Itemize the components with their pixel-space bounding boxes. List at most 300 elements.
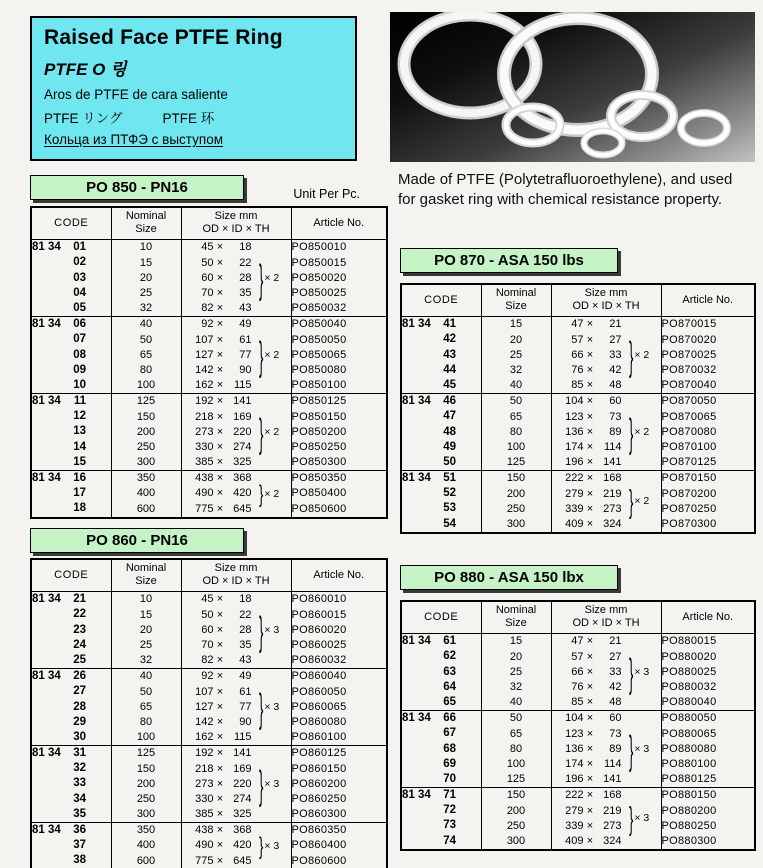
nominal-size-cell: 20 xyxy=(111,623,181,638)
code-cell: 49 xyxy=(443,440,456,453)
article-no-cell: PO850040 xyxy=(291,317,387,333)
code-cell: 42 xyxy=(443,333,456,346)
col-header-article-no: Article No. xyxy=(661,284,755,317)
size-cell: 60 × 28 xyxy=(181,623,259,638)
col-header-size-mm: Size mm OD × ID × TH xyxy=(551,601,661,634)
thickness-cell: }× 3 xyxy=(629,649,650,696)
code-cell: 63 xyxy=(443,665,456,678)
article-no-cell: PO870125 xyxy=(661,455,755,471)
nominal-size-cell: 400 xyxy=(111,486,181,501)
size-cell: 104 × 60 xyxy=(551,711,629,727)
size-cell: 385 × 325 xyxy=(181,455,259,471)
size-cell: 196 × 141 xyxy=(551,455,629,471)
size-cell: 82 × 43 xyxy=(181,653,259,669)
nominal-size-cell: 300 xyxy=(111,455,181,471)
code-cell: 08 xyxy=(73,348,86,361)
size-cell: 104 × 60 xyxy=(551,394,629,410)
nominal-size-cell: 65 xyxy=(481,727,551,742)
size-cell: 279 × 219 xyxy=(551,486,629,501)
size-cell: 438 × 368 xyxy=(181,471,259,487)
code-cell: 04 xyxy=(73,286,86,299)
article-no-cell: PO870080 xyxy=(661,425,755,440)
size-cell: 490 × 420 xyxy=(181,486,259,501)
nominal-size-cell: 600 xyxy=(111,854,181,868)
article-no-cell: PO850065 xyxy=(291,348,387,363)
code-cell: 34 xyxy=(73,792,86,805)
thickness-cell: }× 2 xyxy=(259,255,280,302)
table-header-row xyxy=(31,559,387,592)
spec-table xyxy=(30,206,388,519)
nominal-size-cell: 100 xyxy=(111,378,181,394)
code-cell: 81 34 31 xyxy=(31,746,111,762)
article-no-cell: PO850350 xyxy=(291,471,387,487)
thickness-cell: }× 2 xyxy=(629,471,661,533)
nominal-size-cell: 200 xyxy=(481,803,551,818)
size-cell: 127 × 77 xyxy=(181,348,259,363)
table-header-row xyxy=(31,207,387,240)
thickness-cell: }× 3 xyxy=(629,711,661,788)
size-cell: 66 × 33 xyxy=(551,348,629,363)
spec-table xyxy=(400,283,756,534)
table-row xyxy=(401,711,755,727)
article-no-cell: PO880025 xyxy=(661,665,755,680)
table-row xyxy=(401,425,755,440)
product-title-japanese-chinese xyxy=(44,107,343,127)
size-cell: 82 × 43 xyxy=(181,301,259,317)
table-row xyxy=(31,486,387,501)
code-cell: 45 xyxy=(443,378,456,391)
article-no-cell: PO850100 xyxy=(291,378,387,394)
po880-table-container xyxy=(400,600,756,851)
code-cell: 14 xyxy=(73,440,86,453)
table-header-row xyxy=(401,601,755,634)
po850-title: PO 850 - PN16 xyxy=(30,175,244,200)
nominal-size-cell: 50 xyxy=(481,711,551,727)
thickness-cell: }× 3 xyxy=(629,788,661,850)
article-no-cell: PO880032 xyxy=(661,680,755,695)
col-header-nominal-size: Nominal Size xyxy=(111,207,181,240)
code-cell: 27 xyxy=(73,685,86,698)
nominal-size-cell: 250 xyxy=(111,792,181,807)
product-title-korean: PTFE O 링 xyxy=(44,60,127,79)
size-cell: 196 × 141 xyxy=(551,772,629,788)
size-cell: 192 × 141 xyxy=(181,394,259,410)
size-cell: 107 × 61 xyxy=(181,333,259,348)
nominal-size-cell: 150 xyxy=(481,471,551,487)
article-no-cell: PO860010 xyxy=(291,592,387,608)
nominal-size-cell: 25 xyxy=(481,348,551,363)
size-cell: 162 × 115 xyxy=(181,730,259,746)
code-cell: 30 xyxy=(73,730,86,743)
table-row xyxy=(31,592,387,608)
size-cell: 222 × 168 xyxy=(551,471,629,487)
size-cell: 775 × 645 xyxy=(181,854,259,868)
size-cell: 136 × 89 xyxy=(551,742,629,757)
size-cell: 385 × 325 xyxy=(181,807,259,823)
size-cell: 409 × 324 xyxy=(551,517,629,533)
nominal-size-cell: 125 xyxy=(111,394,181,410)
code-cell: 54 xyxy=(443,517,456,530)
size-cell: 92 × 49 xyxy=(181,317,259,333)
table-row xyxy=(31,317,387,333)
thickness-cell: }× 3 xyxy=(259,669,291,746)
nominal-size-cell: 40 xyxy=(111,669,181,685)
nominal-size-cell: 100 xyxy=(481,440,551,455)
article-no-cell: PO850025 xyxy=(291,286,387,301)
nominal-size-cell: 10 xyxy=(111,592,181,608)
size-cell: 70 × 35 xyxy=(181,286,259,301)
article-no-cell: PO860125 xyxy=(291,746,387,762)
code-cell: 12 xyxy=(73,410,86,423)
size-cell: 218 × 169 xyxy=(181,761,259,776)
size-cell: 273 × 220 xyxy=(181,777,259,792)
table-row xyxy=(401,727,755,742)
article-no-cell: PO850200 xyxy=(291,425,387,440)
nominal-size-cell: 80 xyxy=(481,742,551,757)
code-cell: 81 34 66 xyxy=(401,711,481,727)
article-no-cell: PO850080 xyxy=(291,363,387,378)
code-cell: 22 xyxy=(73,608,86,621)
article-no-cell: PO860032 xyxy=(291,653,387,669)
col-header-article-no: Article No. xyxy=(661,601,755,634)
table-row xyxy=(31,608,387,623)
code-cell: 81 34 01 xyxy=(32,241,86,254)
nominal-size-cell: 15 xyxy=(111,608,181,623)
table-row xyxy=(401,486,755,501)
article-no-cell: PO880015 xyxy=(661,634,755,650)
table-row xyxy=(31,854,387,868)
code-cell: 18 xyxy=(73,502,86,515)
article-no-cell: PO850250 xyxy=(291,440,387,455)
code-cell: 35 xyxy=(73,807,86,820)
table-row xyxy=(401,333,755,348)
nominal-size-cell: 250 xyxy=(481,819,551,834)
po860-title: PO 860 - PN16 xyxy=(30,528,244,553)
thickness-cell: }× 3 xyxy=(259,607,280,654)
thickness-cell: }× 3 xyxy=(259,823,291,868)
nominal-size-cell: 20 xyxy=(481,333,551,348)
nominal-size-cell: 300 xyxy=(111,807,181,823)
table-row xyxy=(401,665,755,680)
unit-per-pc-label: Unit Per Pc. xyxy=(293,187,360,201)
thickness-cell: }× 2 xyxy=(259,317,291,394)
size-cell: 273 × 220 xyxy=(181,425,259,440)
product-title-spanish: Aros de PTFE de cara saliente xyxy=(44,87,228,102)
table-row xyxy=(401,788,755,804)
po870-title: PO 870 - ASA 150 lbs xyxy=(400,248,618,273)
code-cell: 68 xyxy=(443,742,456,755)
code-cell: 70 xyxy=(443,772,456,785)
code-cell: 29 xyxy=(73,715,86,728)
table-row xyxy=(401,317,755,333)
article-no-cell: PO880300 xyxy=(661,834,755,850)
code-cell: 07 xyxy=(73,333,86,346)
table-row xyxy=(31,394,387,410)
nominal-size-cell: 150 xyxy=(111,761,181,776)
table-row xyxy=(401,502,755,517)
col-header-code: CODE xyxy=(401,284,481,317)
col-header-code: CODE xyxy=(31,207,111,240)
code-cell: 81 34 06 xyxy=(31,317,111,333)
size-cell: 330 × 274 xyxy=(181,792,259,807)
nominal-size-cell: 350 xyxy=(111,471,181,487)
article-no-cell: PO870050 xyxy=(661,394,755,410)
thickness-cell: }× 2 xyxy=(629,394,661,471)
size-cell: 438 × 368 xyxy=(181,823,259,839)
table-row xyxy=(31,333,387,348)
code-cell: 09 xyxy=(73,363,86,376)
table-row xyxy=(401,819,755,834)
nominal-size-cell: 200 xyxy=(481,486,551,501)
article-no-cell: PO850010 xyxy=(291,240,387,256)
size-cell: 57 × 27 xyxy=(551,333,629,348)
po880-title: PO 880 - ASA 150 lbx xyxy=(400,565,618,590)
code-cell: 15 xyxy=(73,455,86,468)
col-header-nominal-size: Nominal Size xyxy=(481,601,551,634)
nominal-size-cell: 100 xyxy=(111,730,181,746)
nominal-size-cell: 20 xyxy=(111,271,181,286)
size-cell: 192 × 141 xyxy=(181,746,259,762)
article-no-cell: PO870150 xyxy=(661,471,755,487)
article-no-cell: PO880080 xyxy=(661,742,755,757)
table-row xyxy=(31,669,387,685)
nominal-size-cell: 150 xyxy=(111,409,181,424)
col-header-article-no: Article No. xyxy=(291,559,387,592)
article-no-cell: PO860200 xyxy=(291,777,387,792)
article-no-cell: PO860025 xyxy=(291,638,387,653)
table-row xyxy=(31,807,387,823)
size-cell: 107 × 61 xyxy=(181,685,259,700)
article-no-cell: PO860065 xyxy=(291,700,387,715)
article-no-cell: PO880250 xyxy=(661,819,755,834)
article-no-cell: PO880050 xyxy=(661,711,755,727)
article-no-cell: PO870015 xyxy=(661,317,755,333)
table-row xyxy=(401,634,755,650)
code-cell: 33 xyxy=(73,777,86,790)
code-cell: 81 34 71 xyxy=(401,788,481,804)
article-no-cell: PO860300 xyxy=(291,807,387,823)
col-header-code: CODE xyxy=(401,601,481,634)
size-cell: 490 × 420 xyxy=(181,838,259,853)
article-no-cell: PO870020 xyxy=(661,333,755,348)
code-cell: 48 xyxy=(443,425,456,438)
code-cell: 53 xyxy=(443,502,456,515)
code-cell: 28 xyxy=(73,700,86,713)
po870-section xyxy=(400,248,756,534)
size-cell: 775 × 645 xyxy=(181,502,259,518)
article-no-cell: PO860600 xyxy=(291,854,387,868)
po860-section xyxy=(30,528,388,868)
code-cell: 81 34 21 xyxy=(32,593,86,606)
article-no-cell: PO860015 xyxy=(291,608,387,623)
size-cell: 218 × 169 xyxy=(181,409,259,424)
nominal-size-cell: 100 xyxy=(481,757,551,772)
code-cell: 43 xyxy=(443,348,456,361)
nominal-size-cell: 40 xyxy=(481,695,551,711)
table-row xyxy=(401,517,755,533)
nominal-size-cell: 400 xyxy=(111,838,181,853)
nominal-size-cell: 200 xyxy=(111,425,181,440)
size-cell: 47 × 21 xyxy=(551,634,629,650)
size-cell: 47 × 21 xyxy=(551,317,629,333)
code-cell: 25 xyxy=(73,653,86,666)
thickness-cell: }× 3 xyxy=(259,746,291,823)
table-row xyxy=(401,471,755,487)
nominal-size-cell: 10 xyxy=(111,240,181,256)
article-no-cell: PO880150 xyxy=(661,788,755,804)
nominal-size-cell: 350 xyxy=(111,823,181,839)
nominal-size-cell: 125 xyxy=(111,746,181,762)
size-cell: 339 × 273 xyxy=(551,819,629,834)
code-cell: 81 34 16 xyxy=(31,471,111,487)
table-row xyxy=(31,348,387,363)
article-no-cell: PO880100 xyxy=(661,757,755,772)
article-no-cell: PO850400 xyxy=(291,486,387,501)
table-row xyxy=(401,772,755,788)
nominal-size-cell: 50 xyxy=(481,394,551,410)
nominal-size-cell: 25 xyxy=(481,665,551,680)
size-cell: 50 × 22 xyxy=(181,608,259,623)
article-no-cell: PO850125 xyxy=(291,394,387,410)
code-cell: 37 xyxy=(73,839,86,852)
size-cell: 174 × 114 xyxy=(551,440,629,455)
table-row xyxy=(401,742,755,757)
table-row xyxy=(31,761,387,776)
nominal-size-cell: 150 xyxy=(481,788,551,804)
article-no-cell: PO870200 xyxy=(661,486,755,501)
po850-table-container xyxy=(30,206,388,519)
table-row xyxy=(31,409,387,424)
table-row xyxy=(401,803,755,818)
table-row xyxy=(401,348,755,363)
table-row xyxy=(31,653,387,669)
article-no-cell: PO850020 xyxy=(291,271,387,286)
article-no-cell: PO860100 xyxy=(291,730,387,746)
code-cell: 05 xyxy=(73,301,86,314)
size-cell: 222 × 168 xyxy=(551,788,629,804)
article-no-cell: PO860350 xyxy=(291,823,387,839)
code-cell: 81 34 46 xyxy=(401,394,481,410)
code-cell: 13 xyxy=(73,425,86,438)
size-cell: 85 × 48 xyxy=(551,378,629,394)
col-header-nominal-size: Nominal Size xyxy=(481,284,551,317)
table-row xyxy=(31,256,387,271)
nominal-size-cell: 32 xyxy=(111,653,181,669)
nominal-size-cell: 250 xyxy=(111,440,181,455)
code-cell: 38 xyxy=(73,854,86,867)
table-row xyxy=(401,410,755,425)
table-row xyxy=(401,834,755,850)
table-row xyxy=(31,455,387,471)
code-cell: 62 xyxy=(443,650,456,663)
table-row xyxy=(31,378,387,394)
article-no-cell: PO880020 xyxy=(661,650,755,665)
nominal-size-cell: 250 xyxy=(481,502,551,517)
code-cell: 81 34 36 xyxy=(31,823,111,839)
code-cell: 81 34 61 xyxy=(402,635,456,648)
size-cell: 142 × 90 xyxy=(181,363,259,378)
table-row xyxy=(31,425,387,440)
size-cell: 409 × 324 xyxy=(551,834,629,850)
article-no-cell: PO870025 xyxy=(661,348,755,363)
nominal-size-cell: 32 xyxy=(481,680,551,695)
col-header-size-mm: Size mm OD × ID × TH xyxy=(551,284,661,317)
thickness-cell: }× 2 xyxy=(629,332,650,379)
code-cell: 23 xyxy=(73,623,86,636)
product-title: Raised Face PTFE Ring xyxy=(44,26,283,49)
table-row xyxy=(31,502,387,518)
table-row xyxy=(31,823,387,839)
po850-section xyxy=(30,175,388,519)
article-no-cell: PO860400 xyxy=(291,838,387,853)
table-row xyxy=(401,378,755,394)
code-cell: 74 xyxy=(443,834,456,847)
code-cell: 52 xyxy=(443,487,456,500)
code-cell: 32 xyxy=(73,762,86,775)
table-row xyxy=(31,471,387,487)
code-cell: 50 xyxy=(443,455,456,468)
product-title-chinese: PTFE 环 xyxy=(162,111,215,126)
table-row xyxy=(401,455,755,471)
nominal-size-cell: 25 xyxy=(111,638,181,653)
col-header-code: CODE xyxy=(31,559,111,592)
article-no-cell: PO850600 xyxy=(291,502,387,518)
spec-table xyxy=(400,600,756,851)
nominal-size-cell: 80 xyxy=(111,715,181,730)
size-cell: 92 × 49 xyxy=(181,669,259,685)
nominal-size-cell: 65 xyxy=(481,410,551,425)
table-row xyxy=(401,440,755,455)
table-row xyxy=(31,240,387,256)
size-cell: 136 × 89 xyxy=(551,425,629,440)
article-no-cell: PO850015 xyxy=(291,256,387,271)
article-no-cell: PO850300 xyxy=(291,455,387,471)
table-row xyxy=(401,695,755,711)
size-cell: 174 × 114 xyxy=(551,757,629,772)
po870-table-container xyxy=(400,283,756,534)
code-cell: 47 xyxy=(443,410,456,423)
code-cell: 65 xyxy=(443,695,456,708)
article-no-cell: PO870250 xyxy=(661,502,755,517)
size-cell: 45 × 18 xyxy=(181,240,259,256)
code-cell: 81 34 11 xyxy=(31,394,111,410)
nominal-size-cell: 32 xyxy=(481,363,551,378)
nominal-size-cell: 15 xyxy=(481,634,551,650)
article-no-cell: PO860040 xyxy=(291,669,387,685)
nominal-size-cell: 15 xyxy=(111,256,181,271)
nominal-size-cell: 40 xyxy=(111,317,181,333)
nominal-size-cell: 50 xyxy=(111,685,181,700)
table-row xyxy=(31,700,387,715)
table-row xyxy=(31,623,387,638)
table-row xyxy=(401,680,755,695)
nominal-size-cell: 65 xyxy=(111,700,181,715)
article-no-cell: PO870065 xyxy=(661,410,755,425)
nominal-size-cell: 80 xyxy=(111,363,181,378)
code-cell: 81 34 41 xyxy=(402,318,456,331)
code-cell: 72 xyxy=(443,804,456,817)
size-cell: 123 × 73 xyxy=(551,727,629,742)
table-header-row xyxy=(401,284,755,317)
article-no-cell: PO880040 xyxy=(661,695,755,711)
thickness-cell: }× 2 xyxy=(259,471,291,518)
code-cell: 64 xyxy=(443,680,456,693)
nominal-size-cell: 300 xyxy=(481,517,551,533)
article-no-cell: PO880125 xyxy=(661,772,755,788)
nominal-size-cell: 125 xyxy=(481,455,551,471)
table-row xyxy=(31,685,387,700)
table-row xyxy=(31,271,387,286)
